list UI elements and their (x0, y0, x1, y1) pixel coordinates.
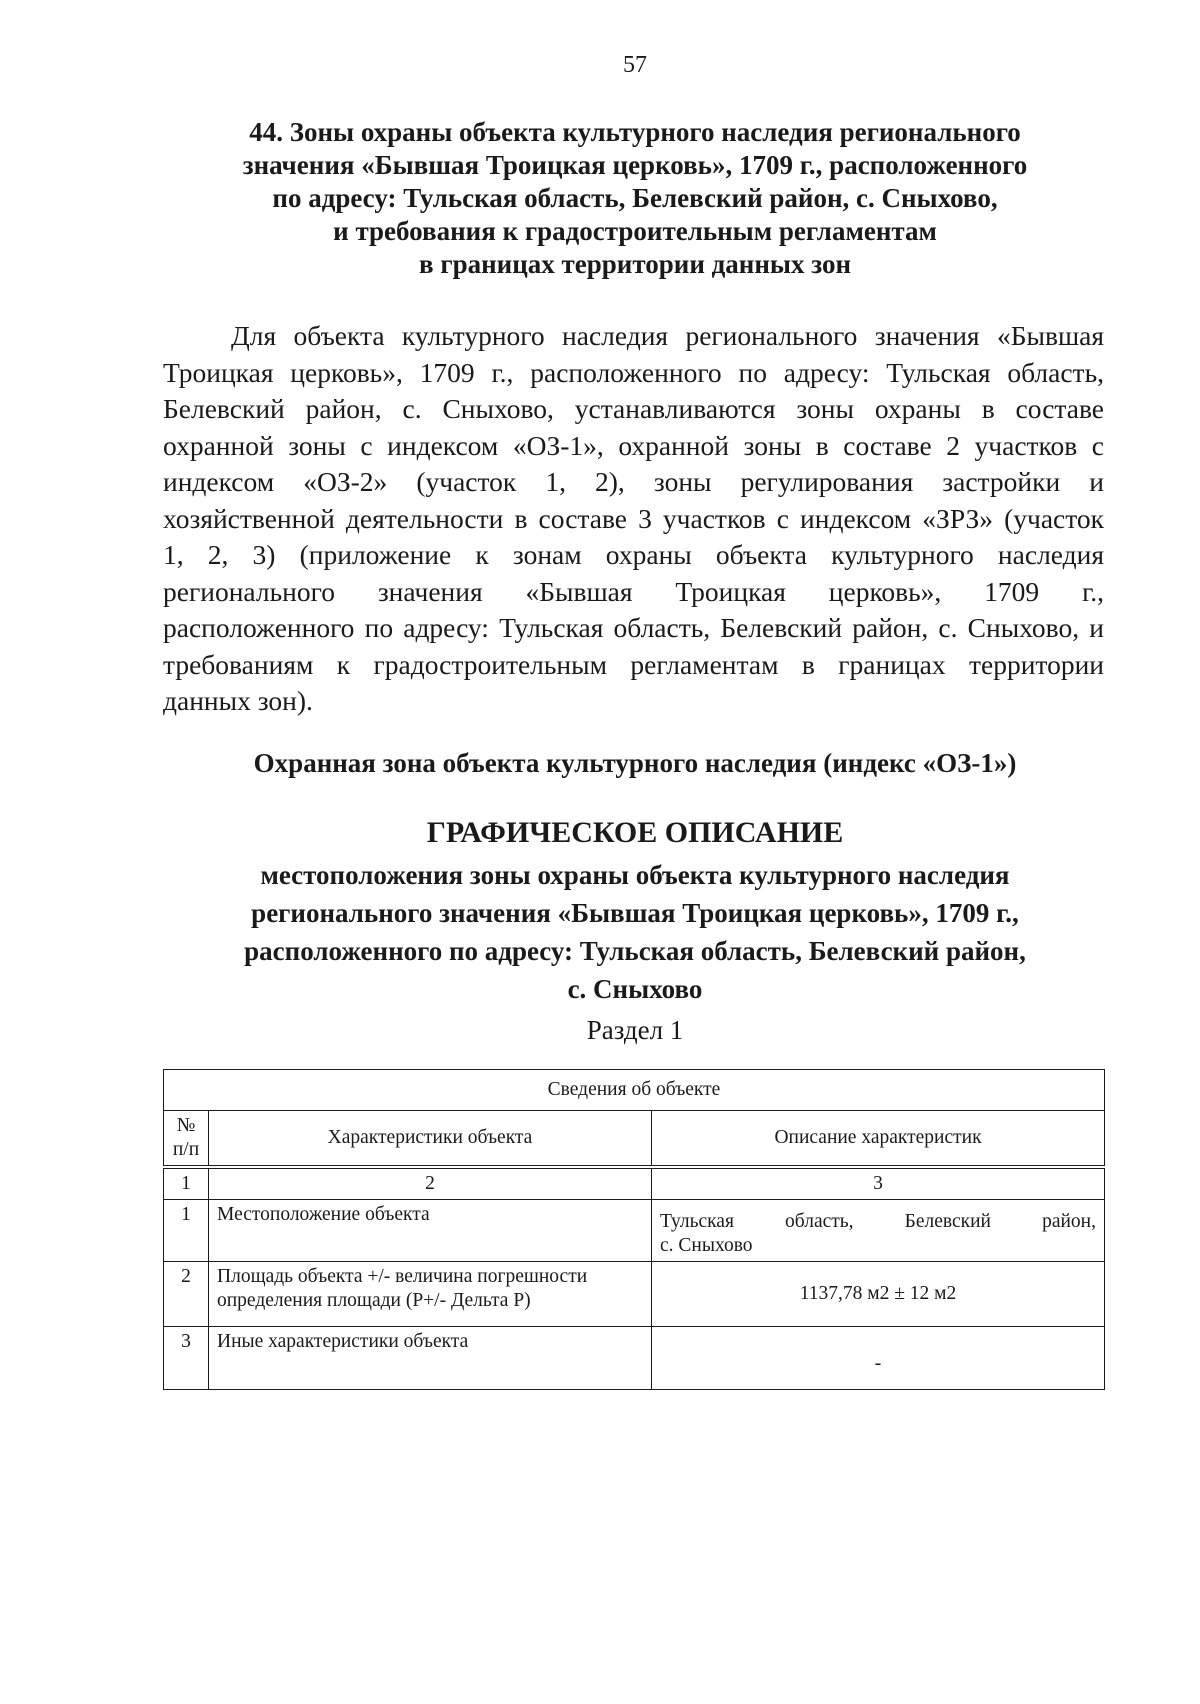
paragraph-line: Троицкая церковь», 1709 г., расположенного по адресу: Тульская область, (163, 356, 1104, 388)
object-info-table (163, 1069, 1105, 1390)
row-characteristic (209, 1262, 652, 1327)
header-characteristic: Характеристики объекта (209, 1111, 652, 1166)
header-description: Описание характеристик (652, 1111, 1105, 1166)
table-row (164, 1262, 1105, 1327)
section-heading-line: в границах территории данных зон (419, 249, 851, 279)
section-heading-line: 44. Зоны охраны объекта культурного наследия регионального (249, 117, 1021, 147)
paragraph-line: Белевский район, с. Сныхово, устанавливаются зоны охраны в составе (163, 393, 1104, 424)
paragraph-line: требованиям к градостроительным регламентам в границах территории (163, 648, 1104, 680)
paragraph-line: расположенного по адресу: Тульская область, Белевский район, с. Сныхово, и (163, 612, 1104, 643)
row-characteristic-line: Площадь объекта +/- величина погрешности (217, 1266, 588, 1287)
graphic-description-subtitle (160, 856, 1110, 1008)
row-description: 1137,78 м2 ± 12 м2 (652, 1262, 1105, 1327)
paragraph-line: Для объекта культурного наследия регионального значения «Бывшая (231, 320, 1104, 351)
paragraph-line: 1, 2, 3) (приложение к зонам охраны объекта культурного наследия (163, 539, 1104, 570)
row-description-line: с. Сныхово (660, 1235, 753, 1256)
column-numbers-row (164, 1169, 1105, 1200)
subtitle-line: местоположения зоны охраны объекта культурного наследия (260, 860, 1010, 890)
header-num (164, 1111, 209, 1166)
table-caption-row (164, 1070, 1105, 1111)
row-characteristic-line: определения площади (Р+/- Дельта Р) (217, 1290, 531, 1311)
body-paragraph (163, 318, 1104, 720)
row-characteristic: Местоположение объекта (209, 1200, 652, 1262)
paragraph-line: индексом «ОЗ-2» (участок 1, 2), зоны регулирования застройки и (163, 466, 1104, 497)
table-row (164, 1327, 1105, 1390)
section-label: Раздел 1 (586, 1015, 684, 1045)
subtitle-line: расположенного по адресу: Тульская область, Белевский район, (244, 936, 1026, 966)
row-description (652, 1200, 1105, 1262)
section-heading (160, 116, 1110, 281)
section-heading-line: значения «Бывшая Троицкая церковь», 1709 г., расположенного (242, 150, 1028, 180)
paragraph-line: хозяйственной деятельности в составе 3 участков с индексом «ЗРЗ» (участок (163, 502, 1104, 534)
table-row (164, 1200, 1105, 1262)
table-caption: Сведения об объекте (164, 1070, 1105, 1111)
page-number: 57 (623, 52, 647, 78)
paragraph-line: данных зон). (163, 685, 313, 716)
subtitle-line: регионального значения «Бывшая Троицкая церковь», 1709 г., (251, 898, 1019, 928)
section-heading-line: и требования к градостроительным регламентам (333, 216, 937, 246)
section-heading-line: по адресу: Тульская область, Белевский район, с. Сныхово, (272, 183, 998, 213)
row-num: 2 (164, 1262, 209, 1327)
subtitle-line: с. Сныхово (567, 974, 703, 1004)
row-description-line: Тульская область, Белевский район, (660, 1211, 1096, 1232)
row-num: 3 (164, 1327, 209, 1390)
column-number: 2 (209, 1169, 652, 1200)
row-characteristic: Иные характеристики объекта (209, 1327, 652, 1390)
header-num-line1: № (176, 1115, 196, 1136)
table-header-row (164, 1111, 1105, 1166)
row-description: - (652, 1327, 1105, 1390)
paragraph-line: регионального значения «Бывшая Троицкая церковь», 1709 г., (163, 575, 1104, 607)
zone-title: Охранная зона объекта культурного наследия (индекс «ОЗ-1») (253, 748, 1017, 778)
paragraph-line: охранной зоны с индексом «ОЗ-1», охранной зоны в составе 2 участков с (163, 429, 1104, 461)
column-number: 1 (164, 1169, 209, 1200)
column-number: 3 (652, 1169, 1105, 1200)
graphic-description-title: ГРАФИЧЕСКОЕ ОПИСАНИЕ (426, 816, 844, 849)
header-num-line2: п/п (172, 1139, 200, 1160)
row-num: 1 (164, 1200, 209, 1262)
